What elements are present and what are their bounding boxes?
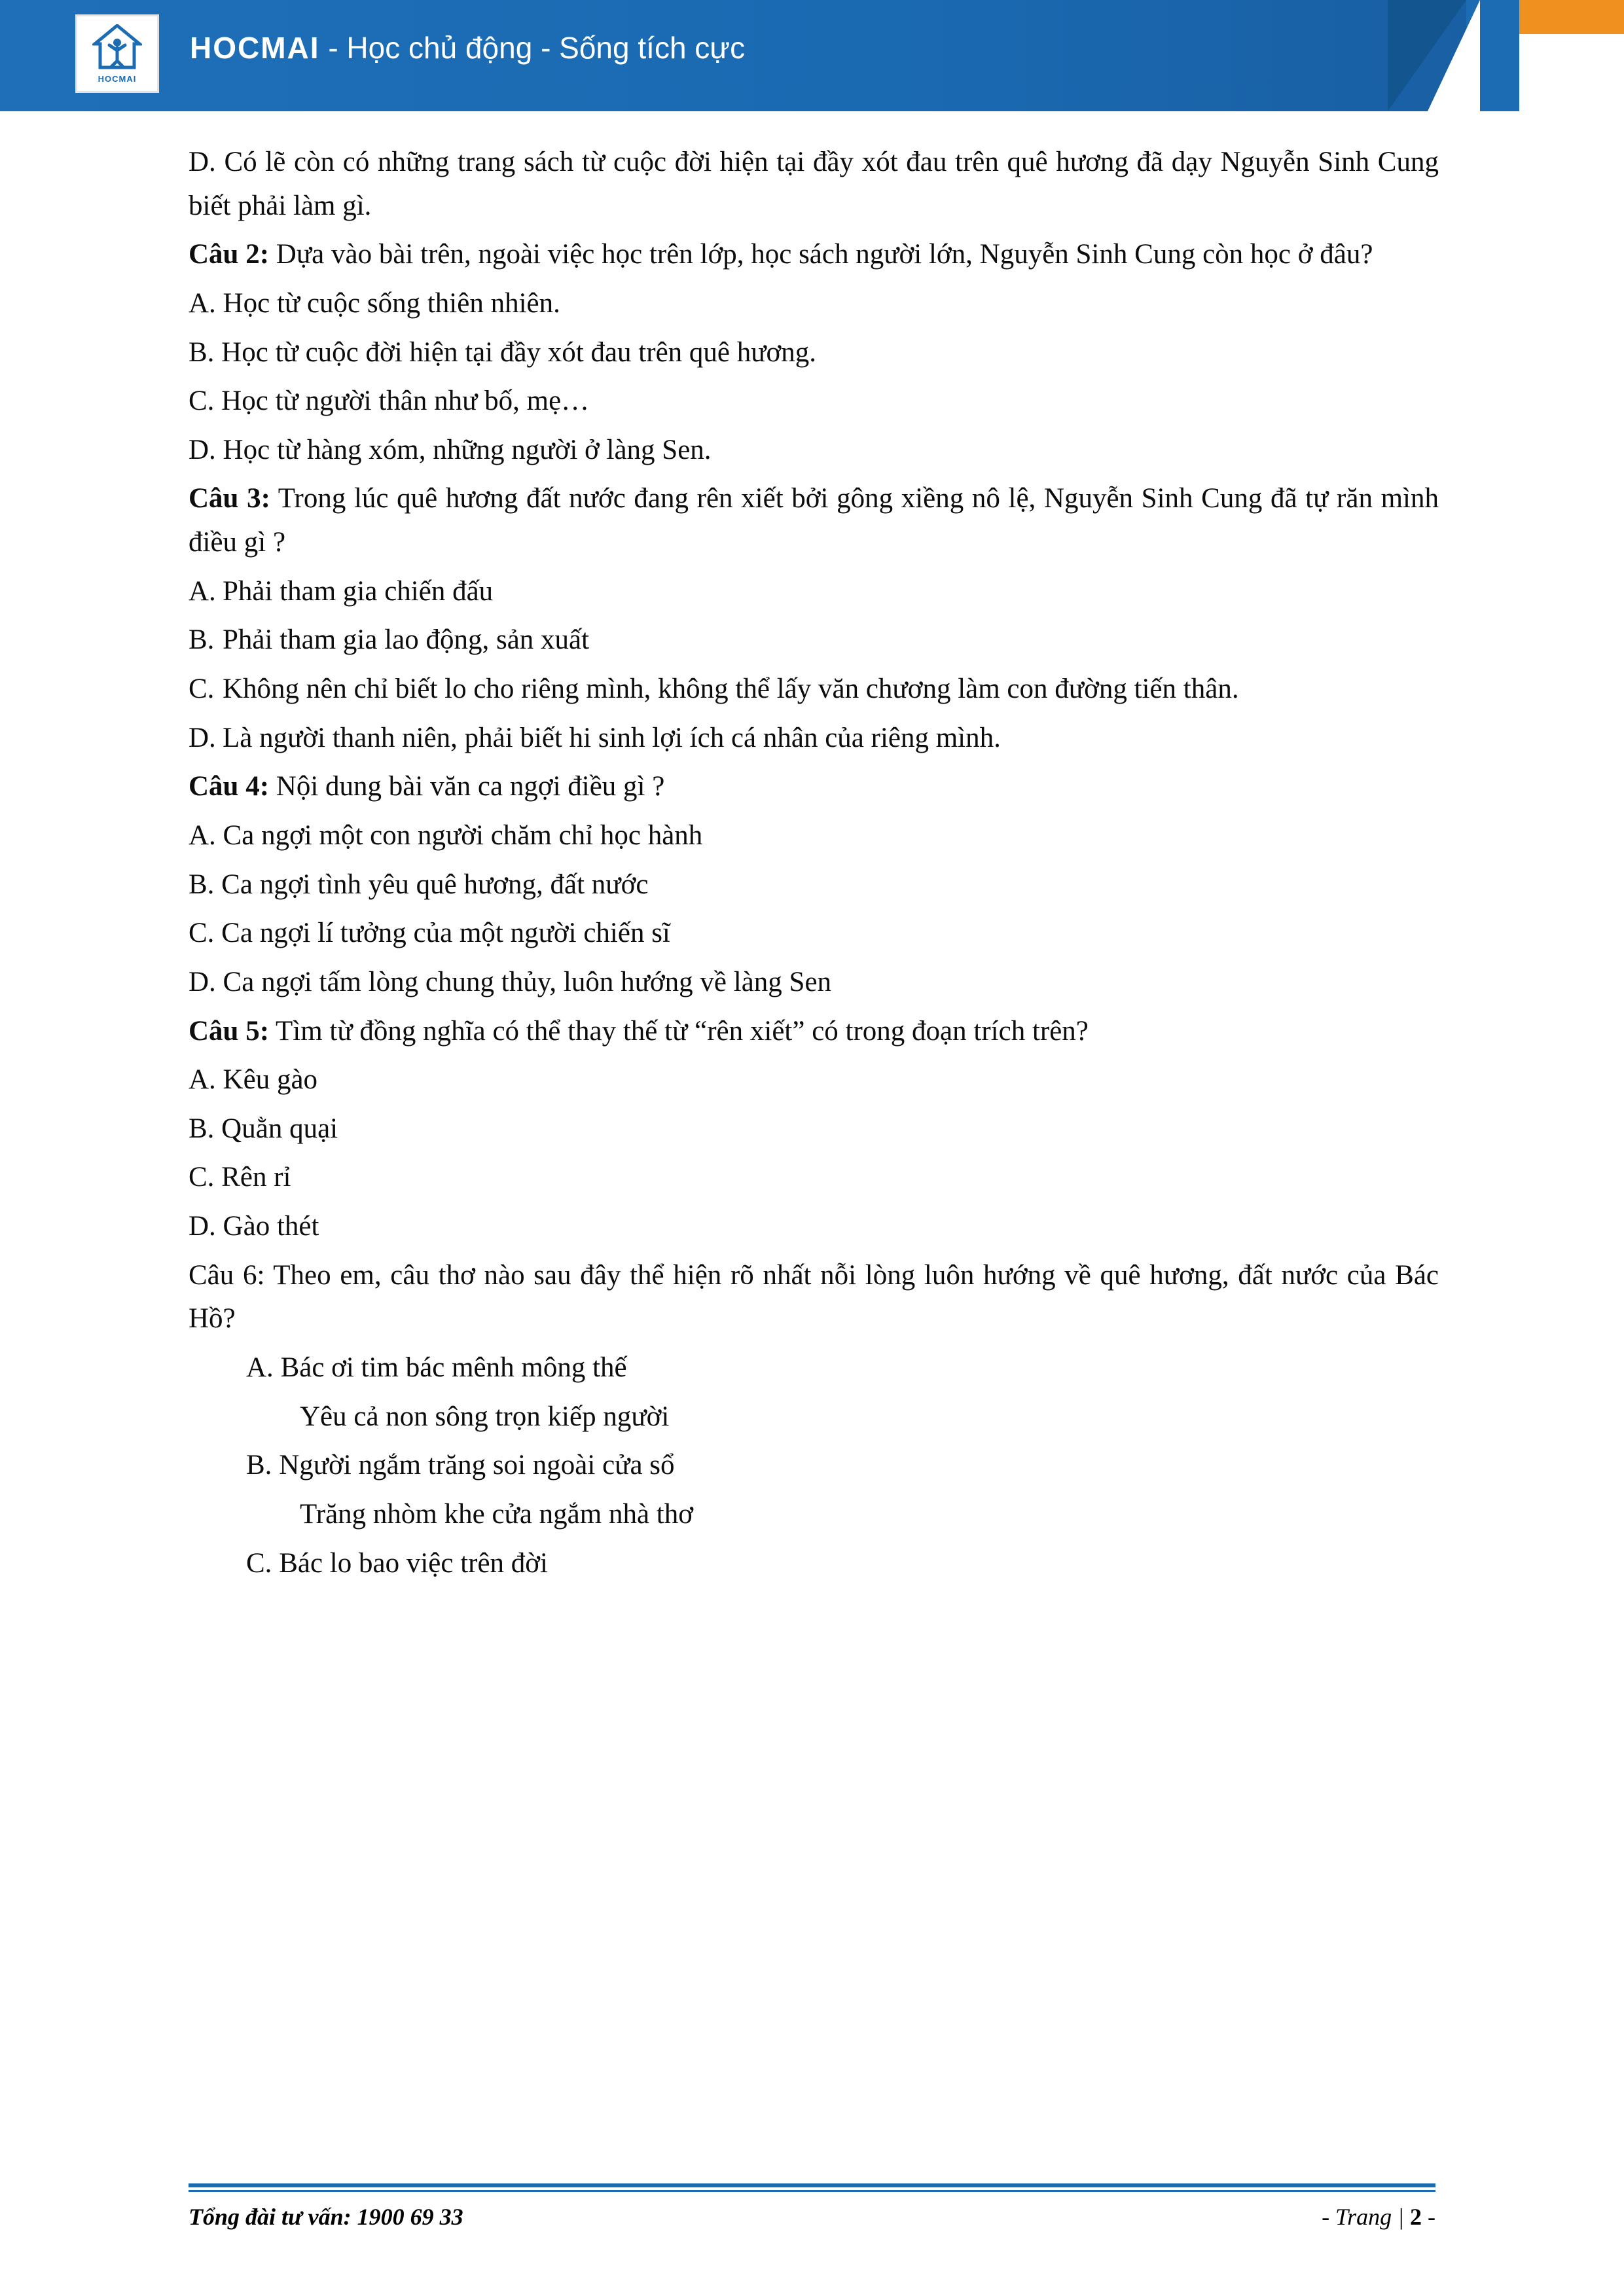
question-5-option-c: C. Rên rỉ (189, 1162, 291, 1193)
option-text: Là người thanh niên, phải biết hi sinh lợi ích cá nhân của riêng mình. (223, 722, 1001, 753)
question-2-text: Dựa vào bài trên, ngoài việc học trên lớp, học sách người lớn, Nguyễn Sinh Cung còn học ở đâu? (269, 239, 1373, 270)
footer-rule-thick (189, 2183, 1435, 2187)
footer-rule-thin (189, 2190, 1435, 2192)
option-label: C. (246, 1547, 272, 1579)
logo-caption: HOCMAI (98, 73, 137, 84)
option-label: A. (189, 575, 216, 607)
option-text: Không nên chỉ biết lo cho riêng mình, không thể lấy văn chương làm con đường tiến thân. (223, 673, 1239, 705)
question-3-option-a (189, 570, 1439, 614)
header-white-corner (1519, 34, 1624, 111)
option-text: Phải tham gia chiến đấu (223, 575, 494, 607)
footer-page-indicator (1322, 2203, 1435, 2231)
question-6-option-b-line2: Trăng nhòm khe cửa ngắm nhà thơ (300, 1498, 693, 1530)
option-label: D. (189, 722, 216, 753)
option-text: Phải tham gia lao động, sản xuất (223, 624, 590, 656)
question-2-option-a: A. Học từ cuộc sống thiên nhiên. (189, 287, 560, 319)
question-6-option-c (246, 1542, 1439, 1586)
answer-d-carryover: D. Có lẽ còn có những trang sách từ cuộc đời hiện tại đầy xót đau trên quê hương đã dạy Nguyễn Sinh Cung biết phải làm gì. (189, 147, 1439, 221)
question-4 (189, 765, 1439, 809)
footer-page-prefix: - Trang | (1322, 2204, 1410, 2230)
brand-name: HOCMAI (190, 31, 320, 65)
question-3-text: Trong lúc quê hương đất nước đang rên xiết bởi gông xiềng nô lệ, Nguyễn Sinh Cung đã tự răn mình điều gì ? (189, 483, 1439, 558)
option-text: Bác ơi tim bác mênh mông thế (280, 1352, 627, 1384)
house-figure-icon (92, 24, 142, 71)
brand-slogan: - Học chủ động - Sống tích cực (319, 31, 746, 65)
page-header (0, 0, 1624, 111)
footer-hotline (189, 2203, 463, 2231)
question-6-option-b (246, 1444, 1439, 1488)
hocmai-logo (75, 14, 159, 93)
question-3 (189, 477, 1439, 564)
question-3-option-c (189, 668, 1439, 711)
option-label: A. (246, 1352, 274, 1384)
question-5-option-a: A. Kêu gào (189, 1064, 318, 1096)
option-label: C. (189, 673, 215, 705)
question-4-option-b: B. Ca ngợi tình yêu quê hương, đất nước (189, 869, 649, 900)
footer-page-number: 2 (1410, 2204, 1422, 2230)
document-body (189, 141, 1439, 1590)
question-4-text: Nội dung bài văn ca ngợi điều gì ? (269, 771, 665, 802)
question-4-option-a: A. Ca ngợi một con người chăm chỉ học hành (189, 819, 703, 851)
question-2-option-c: C. Học từ người thân như bố, mẹ… (189, 386, 590, 417)
header-wedge-white (1428, 0, 1480, 111)
brand-lockup (190, 30, 745, 65)
question-4-label: Câu 4: (189, 771, 270, 802)
question-6: Câu 6: Theo em, câu thơ nào sau đây thể hiện rõ nhất nỗi lòng luôn hướng về quê hương, đất nước của Bác Hồ? (189, 1259, 1439, 1335)
option-text: Bác lo bao việc trên đời (279, 1547, 548, 1579)
question-6-option-a-line2: Yêu cả non sông trọn kiếp người (300, 1401, 670, 1432)
footer-row (189, 2203, 1435, 2231)
footer-page-suffix: - (1422, 2204, 1435, 2230)
question-5-label: Câu 5: (189, 1015, 270, 1047)
page-footer (189, 2183, 1435, 2255)
question-4-option-c: C. Ca ngợi lí tưởng của một người chiến sĩ (189, 918, 670, 949)
question-4-option-d: D. Ca ngợi tấm lòng chung thủy, luôn hướng về làng Sen (189, 966, 832, 997)
option-text: Người ngắm trăng soi ngoài cửa sổ (279, 1450, 675, 1481)
question-6-option-a (246, 1346, 1439, 1390)
question-5 (189, 1010, 1439, 1054)
question-5-option-b: B. Quằn quại (189, 1113, 338, 1144)
option-label: B. (246, 1450, 272, 1481)
question-3-option-b (189, 619, 1439, 662)
header-orange-accent (1519, 0, 1624, 34)
question-5-option-d: D. Gào thét (189, 1211, 319, 1242)
question-2-option-d: D. Học từ hàng xóm, những người ở làng Sen. (189, 434, 712, 465)
footer-hotline-number: 1900 69 33 (351, 2204, 463, 2230)
question-2-option-b: B. Học từ cuộc đời hiện tại đầy xót đau trên quê hương. (189, 336, 817, 368)
question-3-label: Câu 3: (189, 483, 270, 514)
question-2-label: Câu 2: (189, 239, 270, 270)
footer-hotline-label: Tổng đài tư vấn: (189, 2204, 352, 2230)
question-3-option-d (189, 717, 1439, 761)
question-5-text: Tìm từ đồng nghĩa có thể thay thế từ “rên xiết” có trong đoạn trích trên? (269, 1015, 1089, 1047)
question-2 (189, 233, 1439, 277)
option-label: B. (189, 624, 215, 656)
